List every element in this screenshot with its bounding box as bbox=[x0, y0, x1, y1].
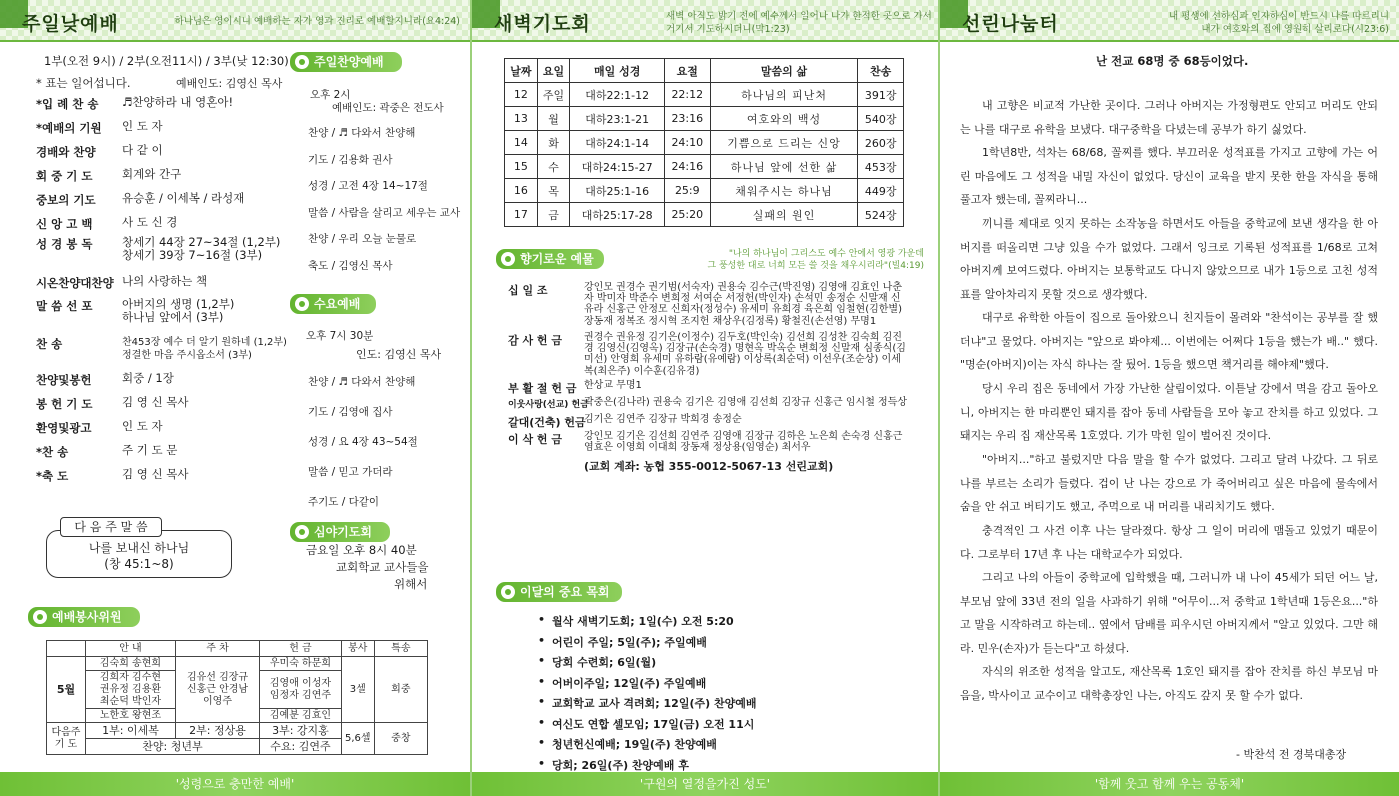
event-item: • 월삭 새벽기도회; 1일(수) 오전 5:20 bbox=[552, 613, 734, 629]
service-cell: 3셀 bbox=[341, 657, 374, 723]
order-label: 찬양및봉헌 bbox=[36, 373, 92, 387]
table-header-row bbox=[505, 59, 904, 83]
essay-heading: 난 전교 68명 중 68등이었다. bbox=[1096, 54, 1249, 68]
table-header-cell: 매일 성경 bbox=[570, 59, 665, 83]
essay-paragraph: 대구로 유학한 아들이 집으로 돌아왔으니 친지들이 몰려와 "찬석이는 공부를 잘 했더냐"고 물었다. 아버지는 "앞으로 봐야제... 이번에는 어쩌다 1등을 했는가 배.." 했다. "명순(아버지)이는 자식 하나는 잘 뒀어. 1등을 했으면 책거리를 해야제"했다. bbox=[960, 311, 1378, 372]
essay-paragraph: 당시 우리 집은 동네에서 가장 가난한 살림이었다. 이튿날 강에서 멱을 감고 돌아오니, 아버지는 한 마리뿐인 돼지를 잡아 동네 사람들을 모아 놓고 잔치를 하고 있었다. 그 돼지는 우리 집 재산목록 1호였다. 기가 막힌 일이 벌어진 것이다. bbox=[960, 382, 1378, 443]
offering-cell: 김예분 김효인 bbox=[260, 709, 342, 723]
table-cell: 12 bbox=[505, 83, 538, 107]
daily-bible-table bbox=[504, 58, 904, 227]
table-row bbox=[505, 131, 904, 155]
section-praise-worship bbox=[290, 52, 402, 72]
header-verse: 새벽 아직도 밝기 전에 예수께서 일어나 나가 한적한 곳으로 가서 거기서 기도하시더니(막1:23) bbox=[666, 11, 932, 35]
special-cell: 중창 bbox=[374, 723, 427, 755]
event-item: • 여신도 연합 셀모임; 17일(금) 오전 11시 bbox=[552, 716, 754, 732]
table-cell: 월 bbox=[537, 107, 570, 131]
table-row bbox=[47, 723, 428, 739]
offering-names: 강인모 권경수 권기범(서숙자) 권용숙 김수근(박진영) 김영애 김효인 나춘자 박미자 박준수 변희정 서여순 서정헌(박인자) 손석민 송정순 신말재 신유라 신홍근 안정모 신희자(정성수) 유세미 유희경 육은희 임철현(김한별) 장동재 정복조 정시혁 조지헌 채상우(김정록) 황철진(손선영) 무명1 bbox=[584, 282, 902, 327]
header-banner bbox=[940, 0, 1399, 42]
header-banner bbox=[0, 0, 470, 42]
bullet-circle-icon bbox=[33, 610, 47, 624]
page-title: 주일낮예배 bbox=[22, 13, 119, 35]
order-label: 찬 송 bbox=[36, 337, 63, 351]
table-header-cell: 찬송 bbox=[858, 59, 904, 83]
month-cell: 5월 bbox=[47, 657, 86, 723]
order-label: 성 경 봉 독 bbox=[36, 237, 93, 251]
order-label: 중보의 기도 bbox=[36, 193, 96, 207]
night-line-1: 금요일 오후 8시 40분 bbox=[306, 543, 417, 557]
event-item: • 청년헌신예배; 19일(주) 찬양예배 bbox=[552, 736, 717, 752]
table-cell: 22:12 bbox=[664, 83, 710, 107]
offering-label: 이 삭 헌 금 bbox=[508, 433, 562, 446]
table-cell: 대하23:1-21 bbox=[570, 107, 665, 131]
order-value: 창세기 44장 27~34절 (1,2부) 창세기 39장 7~16절 (3부) bbox=[122, 235, 281, 262]
essay-source: - 박찬석 전 경북대총장 bbox=[1236, 748, 1347, 761]
order-value: 나의 사랑하는 책 bbox=[122, 274, 208, 288]
order-label: *입 례 찬 송 bbox=[36, 97, 99, 111]
event-item: • 당회 수련회; 6일(월) bbox=[552, 654, 656, 670]
section-title: 향기로운 예물 bbox=[520, 252, 594, 266]
order-label: 시온찬양대찬양 bbox=[36, 276, 114, 290]
order-value: 찬453장 예수 더 알기 원하네 (1,2부) 정결한 마음 주시옵소서 (3부) bbox=[122, 337, 287, 361]
event-item: • 어버이주일; 12일(주) 주일예배 bbox=[552, 675, 706, 691]
table-cell: 화 bbox=[537, 131, 570, 155]
parking-cell: 김유선 김장규 신홍근 안경남 이영주 bbox=[176, 657, 260, 723]
table-cell: 실패의 원인 bbox=[710, 203, 858, 227]
praise-prayer-cell: 찬양: 청년부 bbox=[85, 739, 259, 755]
praise-leader: 예배인도: 곽중은 전도사 bbox=[332, 102, 444, 114]
guide-cell: 노한호 왕현조 bbox=[85, 709, 175, 723]
wed-time: 오후 7시 30분 bbox=[306, 330, 374, 342]
table-cell: 13 bbox=[505, 107, 538, 131]
table-cell: 금 bbox=[537, 203, 570, 227]
essay-paragraph: 그리고 나의 아들이 중학교에 입학했을 때, 그러니까 내 나이 45세가 되던 어느 날, 부모님 앞에 33년 전의 일을 사과하기 위해 "어무이...저 중학교 1학년때 1등은요..."하고 말을 시작하려고 하는데.. 옆에서 담배를 피우시던 아버지께서 "알고 있었다. 그만 해라. 민우(손자)가 듣는다"고 하셨다. bbox=[960, 571, 1378, 655]
panel-sharing bbox=[940, 0, 1399, 796]
table-cell: 23:16 bbox=[664, 107, 710, 131]
church-account: (교회 계좌: 농협 355-0012-5067-13 선린교회) bbox=[584, 460, 834, 473]
table-row bbox=[505, 83, 904, 107]
order-value: 아버지의 생명 (1,2부) 하나님 앞에서 (3부) bbox=[122, 297, 235, 324]
prayer-cell: 2부: 정상용 bbox=[176, 723, 260, 739]
offering-label: 십 일 조 bbox=[508, 284, 548, 297]
offering-cell: 김영애 이성자 임정자 김연주 bbox=[260, 671, 342, 709]
offering-label: 갈대(건축) 헌금 bbox=[508, 416, 586, 429]
essay-paragraph: "아버지..."하고 불렀지만 다음 말을 할 수가 없었다. 그리고 달려 나갔다. 그 뒤로 나를 부르는 소리가 들렸다. 겁이 난 나는 강으로 가 죽어버리고 싶은 마음에 물속에서 숨을 안 쉬고 버티기도 했고, 주먹으로 내 머리를 내리치기도 했다. bbox=[960, 453, 1378, 514]
table-cell: 채워주시는 하나님 bbox=[710, 179, 858, 203]
table-header-cell: 헌 금 bbox=[260, 641, 342, 657]
header-verse: 하나님은 영이시니 예배하는 자가 영과 진리로 예배할지니라(요4:24) bbox=[174, 16, 460, 27]
table-cell: 24:10 bbox=[664, 131, 710, 155]
table-cell: 대하24:1-14 bbox=[570, 131, 665, 155]
night-line-2: 교회학교 교사들을 bbox=[336, 560, 429, 574]
section-night-prayer bbox=[290, 522, 390, 542]
table-row bbox=[505, 179, 904, 203]
footer-motto: '함께 웃고 함께 우는 공동체' bbox=[940, 772, 1399, 796]
table-cell: 24:16 bbox=[664, 155, 710, 179]
order-value: 김 영 신 목사 bbox=[122, 467, 189, 481]
page-title: 선린나눔터 bbox=[962, 13, 1059, 35]
order-value: 회계와 간구 bbox=[122, 167, 182, 181]
table-row bbox=[505, 203, 904, 227]
order-label: 봉 헌 기 도 bbox=[36, 397, 93, 411]
table-cell: 25:9 bbox=[664, 179, 710, 203]
table-cell: 16 bbox=[505, 179, 538, 203]
table-header-cell: 주 차 bbox=[176, 641, 260, 657]
service-cell: 5,6셀 bbox=[341, 723, 374, 755]
table-cell: 대하24:15-27 bbox=[570, 155, 665, 179]
table-cell: 524장 bbox=[858, 203, 904, 227]
table-cell: 540장 bbox=[858, 107, 904, 131]
table-cell: 391장 bbox=[858, 83, 904, 107]
footer-motto: '성령으로 충만한 예배' bbox=[0, 772, 470, 796]
table-row bbox=[505, 107, 904, 131]
service-times: 1부(오전 9시) / 2부(오전11시) / 3부(낮 12:30) bbox=[44, 54, 289, 68]
section-offerings bbox=[496, 249, 604, 269]
offering-names: 한상교 무명1 bbox=[584, 380, 642, 391]
order-label: 경배와 찬양 bbox=[36, 145, 96, 159]
table-cell: 260장 bbox=[858, 131, 904, 155]
table-cell: 하나님의 피난처 bbox=[710, 83, 858, 107]
table-header-cell: 말씀의 삶 bbox=[710, 59, 858, 83]
table-cell: 여호와의 백성 bbox=[710, 107, 858, 131]
praise-item: 찬양 / ♬ 다와서 찬양해 bbox=[308, 127, 416, 139]
section-service-committee bbox=[28, 607, 140, 627]
praise-item: 기도 / 김용화 권사 bbox=[308, 153, 393, 166]
section-title: 예배봉사위원 bbox=[52, 610, 122, 624]
table-cell: 하나님 앞에 선한 삶 bbox=[710, 155, 858, 179]
order-value: 김 영 신 목사 bbox=[122, 395, 189, 409]
bullet-circle-icon bbox=[501, 585, 515, 599]
bullet-circle-icon bbox=[295, 55, 309, 69]
header-verse: 내 평생에 선하심과 인자하심이 반드시 나를 따르리니 내가 여호와의 집에 영원히 살리로다(시23:6) bbox=[1168, 11, 1389, 35]
worship-leader: 예배인도: 김영신 목사 bbox=[176, 77, 283, 90]
table-cell: 수 bbox=[537, 155, 570, 179]
prayer-cell: 3부: 강지홍 bbox=[260, 723, 342, 739]
offering-label: 부 활 절 헌 금 bbox=[508, 382, 577, 395]
wed-item: 성경 / 요 4장 43~54절 bbox=[308, 436, 418, 448]
table-cell: 기쁨으로 드리는 신앙 bbox=[710, 131, 858, 155]
bullet-circle-icon bbox=[295, 297, 309, 311]
section-title: 수요예배 bbox=[314, 297, 361, 311]
order-value: 주 기 도 문 bbox=[122, 443, 178, 457]
offering-cell: 우미숙 하문희 bbox=[260, 657, 342, 671]
table-header-cell: 요절 bbox=[664, 59, 710, 83]
offering-verse: "나의 하나님이 그리스도 예수 안에서 영광 가운데 그 풍성한 대로 너희 모든 쓸 것을 채우시리라"(빌4:19) bbox=[707, 249, 924, 271]
table-cell: 대하25:17-28 bbox=[570, 203, 665, 227]
panel-dawn-prayer bbox=[472, 0, 938, 796]
table-cell: 17 bbox=[505, 203, 538, 227]
section-title: 이달의 중요 목회 bbox=[520, 585, 610, 599]
table-header-cell: 특송 bbox=[374, 641, 427, 657]
order-value: 다 같 이 bbox=[122, 143, 163, 157]
order-label: *찬 송 bbox=[36, 445, 69, 459]
praise-item: 성경 / 고전 4장 14~17절 bbox=[308, 180, 428, 192]
offering-label: 이웃사랑(선교) 헌금 bbox=[508, 400, 589, 410]
event-item: • 교회학교 교사 격려회; 12일(주) 찬양예배 bbox=[552, 695, 756, 711]
table-row bbox=[505, 155, 904, 179]
table-cell: 대하22:1-12 bbox=[570, 83, 665, 107]
stand-note: * 표는 일어섭니다. bbox=[36, 76, 131, 90]
table-row bbox=[47, 657, 428, 671]
order-label: 회 중 기 도 bbox=[36, 169, 93, 183]
page-title: 새벽기도회 bbox=[494, 13, 591, 35]
panel-sunday-worship bbox=[0, 0, 470, 796]
table-cell: 14 bbox=[505, 131, 538, 155]
order-label: 환영및광고 bbox=[36, 421, 92, 435]
section-monthly-events bbox=[496, 582, 622, 602]
table-header-cell: 요일 bbox=[537, 59, 570, 83]
prayer-label-cell: 다음주 기 도 bbox=[47, 723, 86, 755]
essay-paragraph: 자식의 위조한 성적을 알고도, 재산목록 1호인 돼지를 잡아 잔치를 하신 부모님 마음을, 박사이고 교수이고 대학총장인 나는, 아직도 갚지 못 할 수가 없다. bbox=[960, 665, 1378, 702]
essay-paragraph: 충격적인 그 사건 이후 나는 달라졌다. 항상 그 일이 머리에 맴돌고 있었기 때문이다. 그로부터 17년 후 나는 대학교수가 되었다. bbox=[960, 524, 1378, 561]
special-cell: 회중 bbox=[374, 657, 427, 723]
order-value: 사 도 신 경 bbox=[122, 215, 178, 229]
wed-prayer-cell: 수요: 김연주 bbox=[260, 739, 342, 755]
order-value: ♬찬양하라 내 영혼아! bbox=[122, 95, 234, 109]
order-label: *축 도 bbox=[36, 469, 69, 483]
offering-names: 김기은 김연주 김장규 박희경 송정순 bbox=[584, 414, 742, 425]
table-cell: 449장 bbox=[858, 179, 904, 203]
table-header-cell bbox=[47, 641, 86, 657]
offering-label: 감 사 헌 금 bbox=[508, 334, 562, 347]
order-label: 말 씀 선 포 bbox=[36, 299, 93, 313]
section-title: 주일찬양예배 bbox=[314, 55, 384, 69]
event-item: • 당회; 26일(주) 찬양예배 후 bbox=[552, 757, 689, 773]
essay-paragraph: 끼니를 제대로 잇지 못하는 소작농을 하면서도 아들을 중학교에 보낸 생각을 한 아버지를 떠올리면 그냥 있을 수가 없었다. 그래서 잉크로 기록된 성적표를 1/68로 고쳐 아버지께 보여드렸다. 아버지는 보통학교도 다니지 않았으므로 내가 1등으로 고친 성적표를 알아차리지 못할 것으로 생각했다. bbox=[960, 217, 1378, 301]
order-label: 신 앙 고 백 bbox=[36, 217, 93, 231]
table-cell: 주일 bbox=[537, 83, 570, 107]
table-cell: 대하25:1-16 bbox=[570, 179, 665, 203]
table-cell: 목 bbox=[537, 179, 570, 203]
wed-leader: 인도: 김영신 목사 bbox=[356, 348, 442, 361]
guide-cell: 김숙희 송현희 bbox=[85, 657, 175, 671]
wed-item: 찬양 / ♬ 다와서 찬양해 bbox=[308, 376, 416, 388]
essay-paragraph: 내 고향은 비교적 가난한 곳이다. 그러나 아버지는 가정형편도 안되고 머리도 안되는 나를 대구로 유학을 보냈다. 대구중학을 다녔는데 공부가 하기 싫었다. bbox=[960, 99, 1378, 136]
offering-names: 곽중은(김나라) 권용숙 김기은 김영애 김선희 김장규 신홍근 임시철 정득상 bbox=[584, 397, 908, 408]
bullet-circle-icon bbox=[501, 252, 515, 266]
offering-names: 권경수 권유정 김기은(이정수) 김두호(박인숙) 김선희 김성찬 김숙희 김진경 김영신(김영옥) 김장규(손숙경) 명현옥 박옥순 변희정 신말재 심종식(김미선) 안영희 유세미 유하람(유예람) 이상록(최순덕) 이선우(조순상) 이세복(최은주) 이수훈(김유경) bbox=[584, 332, 906, 377]
table-cell: 15 bbox=[505, 155, 538, 179]
section-title: 심야기도회 bbox=[314, 525, 372, 539]
praise-item: 찬양 / 우리 오늘 눈물로 bbox=[308, 233, 417, 245]
footer-motto: '구원의 열정을가진 성도' bbox=[472, 772, 938, 796]
offering-names: 강인모 김기은 김선희 김연주 김영애 김장규 김하은 노은희 손숙경 신홍근 염효은 이영희 이대희 장동재 정상용(임영순) 최서우 bbox=[584, 431, 903, 454]
order-value: 인 도 자 bbox=[122, 119, 163, 133]
order-value: 회중 / 1장 bbox=[122, 371, 174, 385]
guide-cell: 김희자 김수현 권유정 김용환 최순덕 박인자 bbox=[85, 671, 175, 709]
praise-item: 축도 / 김영신 목사 bbox=[308, 259, 393, 272]
header-banner bbox=[472, 0, 938, 42]
service-committee-table bbox=[46, 640, 428, 755]
table-header-cell: 날짜 bbox=[505, 59, 538, 83]
praise-time: 오후 2시 bbox=[310, 89, 351, 101]
next-sermon-text: 나를 보내신 하나님 (창 45:1~8) bbox=[88, 541, 190, 571]
order-value: 유승훈 / 이세복 / 라성재 bbox=[122, 191, 245, 205]
wed-item: 기도 / 김영애 집사 bbox=[308, 406, 393, 418]
table-header-cell: 안 내 bbox=[85, 641, 175, 657]
table-header-cell: 봉사 bbox=[341, 641, 374, 657]
next-sermon-label: 다 음 주 말 씀 bbox=[60, 517, 162, 537]
table-cell: 25:20 bbox=[664, 203, 710, 227]
essay-paragraph: 1학년8반, 석차는 68/68, 꼴찌를 했다. 부끄러운 성적표를 가지고 고향에 가는 어린 마음에도 그 성적을 내밀 자신이 없었다. 당신이 교육을 받지 못한 한을 자식을 통해 풀고자 했는데, 꼴찌라니... bbox=[960, 146, 1378, 207]
order-value: 인 도 자 bbox=[122, 419, 163, 433]
event-item: • 어린이 주일; 5일(주); 주일예배 bbox=[552, 634, 707, 650]
wed-item: 주기도 / 다같이 bbox=[308, 496, 380, 508]
table-header-row bbox=[47, 641, 428, 657]
section-wednesday-worship bbox=[290, 294, 376, 314]
table-cell: 453장 bbox=[858, 155, 904, 179]
prayer-cell: 1부: 이세복 bbox=[85, 723, 175, 739]
bullet-circle-icon bbox=[295, 525, 309, 539]
wed-item: 말씀 / 믿고 가더라 bbox=[308, 466, 393, 478]
night-line-3: 위해서 bbox=[394, 577, 428, 591]
order-label: *예배의 기원 bbox=[36, 121, 102, 135]
praise-item: 말씀 / 사람을 살리고 세우는 교사 bbox=[308, 206, 461, 219]
